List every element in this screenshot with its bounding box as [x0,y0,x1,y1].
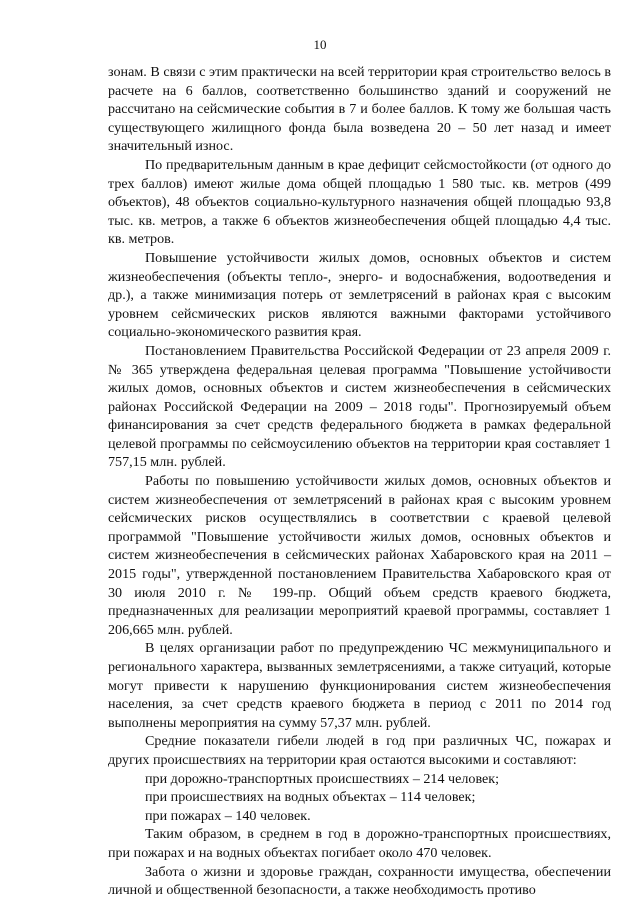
list-item: при дорожно-транспортных происшествиях – 214 человек; [145,770,500,787]
paragraph: Забота о жизни и здоровье граждан, сохранности имущества, обеспечении личной и общественной безопасности, а также необходимость противо [108,863,611,899]
paragraph: Средние показатели гибели людей в год при различных ЧС, пожарах и других происшествиях на территории края остаются высокими и составляют: [108,733,611,768]
paragraph: Повышение устойчивости жилых домов, основных объектов и систем жизнеобеспечения (объекты тепло-, энерго- и водоснабжения, водоотведения и др.), а также минимизация потерь от землетрясений в районах края с высоким уровнем сейсмических рисков являются важными факторами устойчивого социально-экономического развития края. [108,249,611,341]
paragraph: В целях организации работ по предупреждению ЧС межмуниципального и регионального характера, вызванных землетрясениями, а также ситуаций, которые могут привести к нарушению функционирования систем жизнеобеспечения населения, за счет средств краевого бюджета в период с 2011 по 2014 год выполнены мероприятия на сумму 57,37 млн. рублей. [108,640,611,731]
list-item: при происшествиях на водных объектах – 114 человек; [145,789,476,806]
paragraph: Постановлением Правительства Российской Федерации от 23 апреля 2009 г. № 365 утверждена федеральная целевая программа "Повышение устойчивости жилых домов, основных объектов и систем жизнеобеспечения в сейсмических районах Российской Федерации на 2009 – 2018 годы". Прогнозируемый объем финансирования за счет средств федерального бюджета в рамках федеральной целевой программы по сейсмоусилению объектов на территории края составляет 1 757,15 млн. рублей. [108,342,611,471]
body-text [108,63,611,900]
paragraph: По предварительным данным в крае дефицит сейсмостойкости (от одного до трех баллов) имеют жилые дома общей площадью 1 580 тыс. кв. метров (499 объектов), 48 объектов социально-культурного назначения общей площадью 93,8 тыс. кв. метров, а также 6 объектов жизнеобеспечения общей площадью 4,4 тыс. кв. метров. [108,156,611,248]
page-number: 10 [313,37,327,52]
list-item: при пожарах – 140 человек. [145,807,311,824]
paragraph: Таким образом, в среднем в год в дорожно-транспортных происшествиях, при пожарах и на водных объектах погибает около 470 человек. [108,826,611,861]
paragraph: зонам. В связи с этим практически на всей территории края строительство велось в расчете на 6 баллов, соответственно большинство зданий и сооружений не рассчитано на сейсмические события в 7 и более баллов. К тому же большая часть существующего жилищного фонда была возведена 20 – 50 лет назад и имеет значительный износ. [108,64,611,155]
paragraph: Работы по повышению устойчивости жилых домов, основных объектов и систем жизнеобеспечения от землетрясений в районах края с высоким уровнем сейсмических рисков осуществлялись в соответствии с краевой целевой программой "Повышение устойчивости жилых домов, основных объектов и систем жизнеобеспечения в сейсмических районах Хабаровского края на 2011 – 2015 годы", утвержденной постановлением Правительства Хабаровского края от 30 июля 2010 г. № 199-пр. Общий объем средств краевого бюджета, предназначенных для реализации мероприятий краевой программы, составляет 1 206,665 млн. рублей. [108,473,611,638]
